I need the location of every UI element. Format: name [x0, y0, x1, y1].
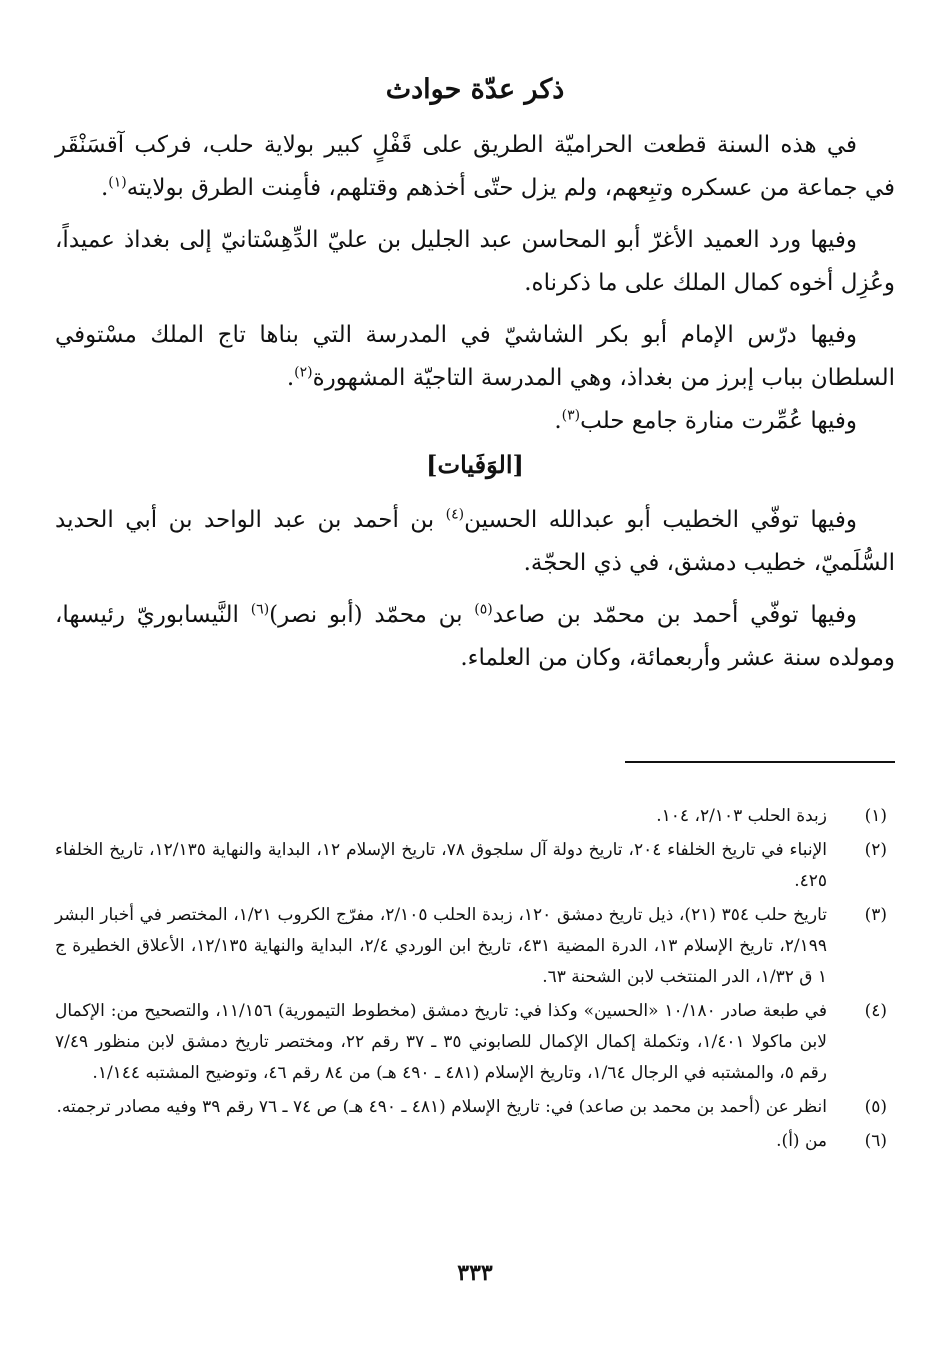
paragraph-4-text: وفيها عُمِّرت منارة جامع حلب [580, 408, 857, 434]
paragraph-5 [55, 499, 895, 585]
footnote-ref-4: (٤) [445, 506, 465, 523]
paragraph-6-text-a: وفيها توفّي أحمد بن محمّد بن صاعد [492, 602, 857, 628]
paragraph-1 [55, 124, 895, 210]
paragraph-1-end: . [100, 175, 109, 201]
footnote-text: في طبعة صادر ١٠/١٨٠ «الحسين» وكذا في: تاريخ دمشق (مخطوط التيمورية) ١١/١٥٦، والتصحيح من: الإكمال لابن ماكولا ١/٤٠١، وتكملة إكمال الإكمال للصابوني ٣٥ ـ ٣٧ رقم ٢٢، ومختصر تاريخ دمشق لابن منظور ٧/٤٩ رقم ٥، والمشتبه في الرجال ١/٦٤، وتاريخ الإسلام (٤٨١ ـ ٤٩٠ هـ) من ٨٤ رقم ٤٦، وتوضيح المشتبه ١/١٤٤. [55, 1001, 827, 1083]
book-page [55, 60, 895, 1350]
footnote-number: (٥) [864, 1097, 887, 1117]
footnote-number: (٣) [864, 905, 887, 925]
footnote-ref-6: (٦) [250, 601, 270, 618]
footnote-ref-5: (٥) [474, 601, 493, 618]
footnote-number: (٦) [864, 1131, 887, 1151]
paragraph-6 [55, 594, 895, 680]
paragraph-1-text: في هذه السنة قطعت الحراميّة الطريق على قَفْلٍ كبير بولاية حلب، فركب آقسَنْقَر في جماعة من عسكره وتبِعهم، ولم يزل حتّى أخذهم وقتلهم، فأمِنت الطرق بولايته [55, 132, 895, 201]
section-heading-deaths: [الوَفَيات] [426, 450, 524, 479]
paragraph-5-text-b: بن أحمد بن عبد الواحد بن أبي الحديد السُّلَميّ، خطيب دمشق، في ذي الحجّة. [55, 507, 895, 576]
page-number: ٣٣٣ [457, 1260, 493, 1286]
paragraph-2 [55, 219, 895, 305]
paragraph-3-end: . [286, 365, 295, 391]
footnotes [55, 801, 895, 1160]
footnote-ref-2: (٢) [294, 364, 313, 381]
footnote-ref-1: (١) [108, 174, 127, 191]
footnote-number: (٢) [864, 840, 887, 860]
footnote-separator [625, 761, 895, 763]
footnote-ref-3: (٣) [561, 407, 581, 424]
footnote-text: تاريخ حلب ٣٥٤ (٢١)، ذيل تاريخ دمشق ١٢٠، زبدة الحلب ٢/١٠٥، مفرّج الكروب ١/٢١، المختصر في أخبار البشر ٢/١٩٩، تاريخ الإسلام ١٣، الدرة المضية ٤٣١، تاريخ ابن الوردي ٢/٤، البداية والنهاية ١٢/١٣٥، الأعلاق الخطيرة ج ١ ق ١/٣٢، الدر المنتخب لابن الشحنة ٦٣. [55, 905, 828, 987]
paragraph-3 [55, 314, 895, 400]
paragraph-4-end: . [554, 408, 562, 434]
main-text [55, 124, 895, 680]
footnote-text: الإنباء في تاريخ الخلفاء ٢٠٤، تاريخ دولة آل سلجوق ٧٨، تاريخ الإسلام ١٢، البداية والنهاية ١٢/١٣٥، تاريخ الخلفاء ٤٢٥. [55, 840, 827, 891]
footnote-item [55, 900, 895, 993]
footnote-item [55, 1092, 895, 1123]
paragraph-3-text: وفيها درّس الإمام أبو بكر الشاشيّ في المدرسة التي بناها تاج الملك مسْتوفي السلطان بباب إبرز من بغداذ، وهي المدرسة التاجيّة المشهورة [55, 322, 895, 391]
paragraph-5-text-a: وفيها توفّي الخطيب أبو عبدالله الحسين [464, 507, 857, 533]
footnote-number: (١) [864, 806, 887, 826]
footnote-text: انظر عن (أحمد بن محمد بن صاعد) في: تاريخ الإسلام (٤٨١ ـ ٤٩٠ هـ) ص ٧٤ ـ ٧٦ رقم ٣٩ وفيه مصادر ترجمته. [56, 1097, 827, 1117]
footnote-text: من (أ). [776, 1131, 827, 1151]
footnote-item [55, 835, 895, 897]
footnote-number: (٤) [864, 1001, 887, 1021]
paragraph-6-text-c: النَّيسابوريّ رئيسها، ومولده سنة عشر وأربعمائة، وكان من العلماء. [55, 602, 895, 671]
footnote-item [55, 801, 895, 832]
paragraph-6-text-b: بن محمّد (أبو نصر) [269, 602, 475, 628]
chapter-title: ذكر عدّة حوادث [385, 74, 565, 105]
paragraph-2-text: وفيها ورد العميد الأغرّ أبو المحاسن عبد الجليل بن عليّ الدِّهِسْتانيّ إلى بغداذ عميداً، وعُزِل أخوه كمال الملك على ما ذكرناه. [55, 227, 895, 296]
footnote-item [55, 996, 895, 1089]
paragraph-4 [55, 400, 895, 443]
footnote-text: زبدة الحلب ٢/١٠٣، ١٠٤. [656, 806, 827, 826]
footnote-item [55, 1126, 895, 1157]
